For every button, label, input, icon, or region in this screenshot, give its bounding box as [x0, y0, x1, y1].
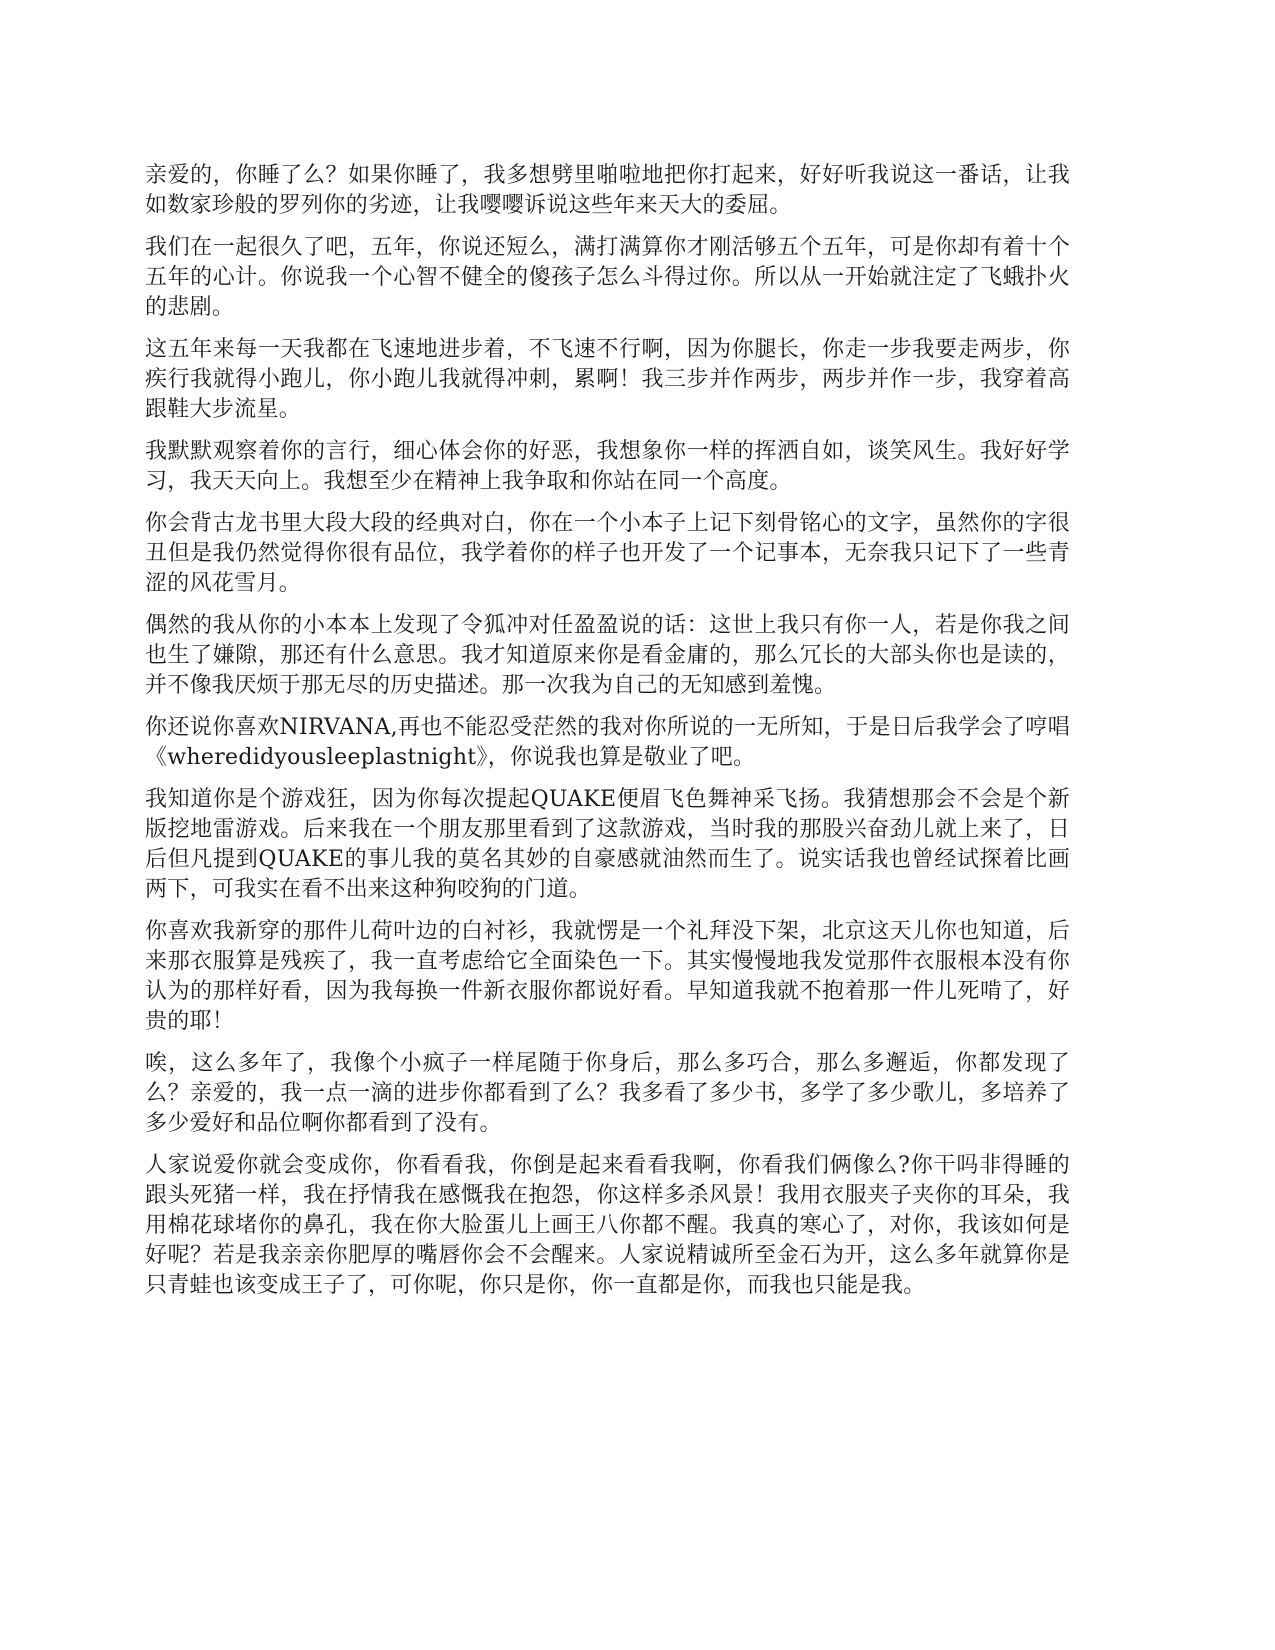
paragraph: 这五年来每一天我都在飞速地进步着，不飞速不行啊，因为你腿长，你走一步我要走两步，你疾行我就得小跑儿，你小跑儿我就得冲刺，累啊！我三步并作两步，两步并作一步，我穿着高跟鞋大步流星。 [145, 337, 1070, 422]
paragraph: 你喜欢我新穿的那件儿荷叶边的白衬衫，我就愣是一个礼拜没下架，北京这天儿你也知道，后来那衣服算是残疾了，我一直考虑给它全面染色一下。其实慢慢地我发觉那件衣服根本没有你认为的那样好看，因为我每换一件新衣服你都说好看。早知道我就不抱着那一件儿死啃了，好贵的耶！ [145, 919, 1070, 1034]
paragraph: 人家说爱你就会变成你，你看看我，你倒是起来看看我啊，你看我们俩像么?你干吗非得睡的跟头死猪一样，我在抒情我在感慨我在抱怨，你这样多杀风景！我用衣服夹子夹你的耳朵，我用棉花球堵你的鼻孔，我在你大脸蛋儿上画王八你都不醒。我真的寒心了，对你，我该如何是好呢？若是我亲亲你肥厚的嘴唇你会不会醒来。人家说精诚所至金石为开，这么多年就算你是只青蛙也该变成王子了，可你呢，你只是你，你一直都是你，而我也只能是我。 [145, 1153, 1070, 1298]
paragraph: 你还说你喜欢NIRVANA,再也不能忍受茫然的我对你所说的一无所知，于是日后我学会了哼唱《wheredidyousleeplastnight》，你说我也算是敬业了吧。 [145, 715, 1070, 770]
paragraph: 唉，这么多年了，我像个小疯子一样尾随于你身后，那么多巧合，那么多邂逅，你都发现了么？亲爱的，我一点一滴的进步你都看到了么？我多看了多少书，多学了多少歌儿，多培养了多少爱好和品位啊你都看到了没有。 [145, 1051, 1070, 1136]
document-body [145, 161, 1070, 1313]
paragraph: 偶然的我从你的小本本上发现了令狐冲对任盈盈说的话：这世上我只有你一人，若是你我之间也生了嫌隙，那还有什么意思。我才知道原来你是看金庸的，那么冗长的大部头你也是读的，并不像我厌烦于那无尽的历史描述。那一次我为自己的无知感到羞愧。 [145, 613, 1070, 698]
paragraph: 我们在一起很久了吧，五年，你说还短么，满打满算你才刚活够五个五年，可是你却有着十个五年的心计。你说我一个心智不健全的傻孩子怎么斗得过你。所以从一开始就注定了飞蛾扑火的悲剧。 [145, 235, 1070, 320]
paragraph: 亲爱的，你睡了么？如果你睡了，我多想劈里啪啦地把你打起来，好好听我说这一番话，让我如数家珍般的罗列你的劣迹，让我嘤嘤诉说这些年来天大的委屈。 [145, 163, 1070, 218]
paragraph: 我知道你是个游戏狂，因为你每次提起QUAKE便眉飞色舞神采飞扬。我猜想那会不会是个新版挖地雷游戏。后来我在一个朋友那里看到了这款游戏，当时我的那股兴奋劲儿就上来了，日后但凡提到QUAKE的事儿我的莫名其妙的自豪感就油然而生了。说实话我也曾经试探着比画两下，可我实在看不出来这种狗咬狗的门道。 [145, 787, 1070, 902]
paragraph: 我默默观察着你的言行，细心体会你的好恶，我想象你一样的挥洒自如，谈笑风生。我好好学习，我天天向上。我想至少在精神上我争取和你站在同一个高度。 [145, 439, 1070, 494]
paragraph: 你会背古龙书里大段大段的经典对白，你在一个小本子上记下刻骨铭心的文字，虽然你的字很丑但是我仍然觉得你很有品位，我学着你的样子也开发了一个记事本，无奈我只记下了一些青涩的风花雪月。 [145, 511, 1070, 596]
